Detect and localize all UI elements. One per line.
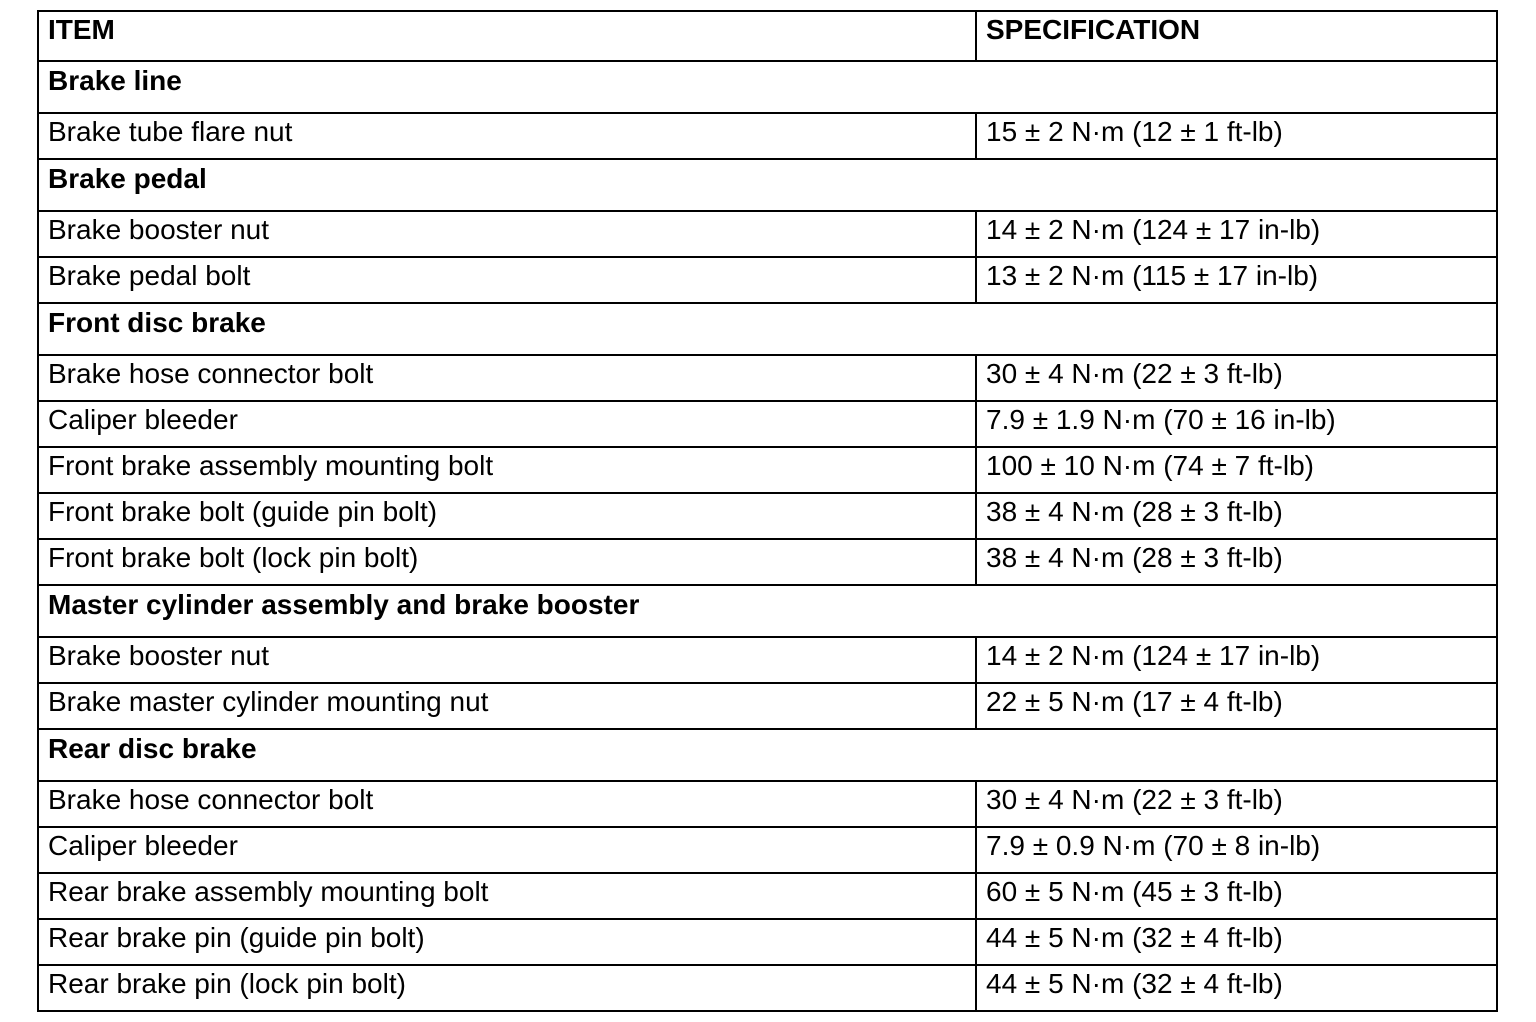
item-cell: Front brake assembly mounting bolt (38, 447, 976, 493)
table-header-row (38, 11, 1497, 61)
table-row (38, 781, 1497, 827)
item-cell: Brake tube flare nut (38, 113, 976, 159)
header-specification: SPECIFICATION (976, 11, 1497, 61)
item-cell: Caliper bleeder (38, 401, 976, 447)
section-title: Rear disc brake (38, 729, 1497, 781)
specification-cell: 38 ± 4 N·m (28 ± 3 ft-lb) (976, 539, 1497, 585)
item-cell: Front brake bolt (lock pin bolt) (38, 539, 976, 585)
table-row (38, 683, 1497, 729)
item-cell: Front brake bolt (guide pin bolt) (38, 493, 976, 539)
item-cell: Brake booster nut (38, 637, 976, 683)
item-cell: Brake pedal bolt (38, 257, 976, 303)
specification-cell: 13 ± 2 N·m (115 ± 17 in-lb) (976, 257, 1497, 303)
section-row (38, 303, 1497, 355)
item-cell: Rear brake pin (lock pin bolt) (38, 965, 976, 1011)
specification-cell: 7.9 ± 0.9 N·m (70 ± 8 in-lb) (976, 827, 1497, 873)
table-row (38, 539, 1497, 585)
specification-cell: 30 ± 4 N·m (22 ± 3 ft-lb) (976, 781, 1497, 827)
specification-cell: 7.9 ± 1.9 N·m (70 ± 16 in-lb) (976, 401, 1497, 447)
table-row (38, 827, 1497, 873)
specification-cell: 30 ± 4 N·m (22 ± 3 ft-lb) (976, 355, 1497, 401)
section-row (38, 729, 1497, 781)
table-row (38, 401, 1497, 447)
section-title: Master cylinder assembly and brake booster (38, 585, 1497, 637)
section-row (38, 159, 1497, 211)
table-row (38, 211, 1497, 257)
item-cell: Brake hose connector bolt (38, 355, 976, 401)
specification-cell: 44 ± 5 N·m (32 ± 4 ft-lb) (976, 965, 1497, 1011)
item-cell: Rear brake pin (guide pin bolt) (38, 919, 976, 965)
section-row (38, 61, 1497, 113)
item-cell: Rear brake assembly mounting bolt (38, 873, 976, 919)
section-title: Brake line (38, 61, 1497, 113)
section-row (38, 585, 1497, 637)
specification-cell: 44 ± 5 N·m (32 ± 4 ft-lb) (976, 919, 1497, 965)
specification-cell: 14 ± 2 N·m (124 ± 17 in-lb) (976, 637, 1497, 683)
specification-cell: 22 ± 5 N·m (17 ± 4 ft-lb) (976, 683, 1497, 729)
torque-spec-table (37, 10, 1498, 1012)
table-row (38, 637, 1497, 683)
table-row (38, 919, 1497, 965)
section-title: Brake pedal (38, 159, 1497, 211)
specification-cell: 100 ± 10 N·m (74 ± 7 ft-lb) (976, 447, 1497, 493)
item-cell: Brake hose connector bolt (38, 781, 976, 827)
item-cell: Caliper bleeder (38, 827, 976, 873)
table-row (38, 493, 1497, 539)
specification-cell: 15 ± 2 N·m (12 ± 1 ft-lb) (976, 113, 1497, 159)
section-title: Front disc brake (38, 303, 1497, 355)
table-row (38, 113, 1497, 159)
specification-cell: 14 ± 2 N·m (124 ± 17 in-lb) (976, 211, 1497, 257)
item-cell: Brake master cylinder mounting nut (38, 683, 976, 729)
table-row (38, 873, 1497, 919)
table-row (38, 257, 1497, 303)
table-row (38, 965, 1497, 1011)
table-row (38, 447, 1497, 493)
item-cell: Brake booster nut (38, 211, 976, 257)
table-row (38, 355, 1497, 401)
specification-cell: 38 ± 4 N·m (28 ± 3 ft-lb) (976, 493, 1497, 539)
specification-cell: 60 ± 5 N·m (45 ± 3 ft-lb) (976, 873, 1497, 919)
table-body (38, 61, 1497, 1011)
header-item: ITEM (38, 11, 976, 61)
